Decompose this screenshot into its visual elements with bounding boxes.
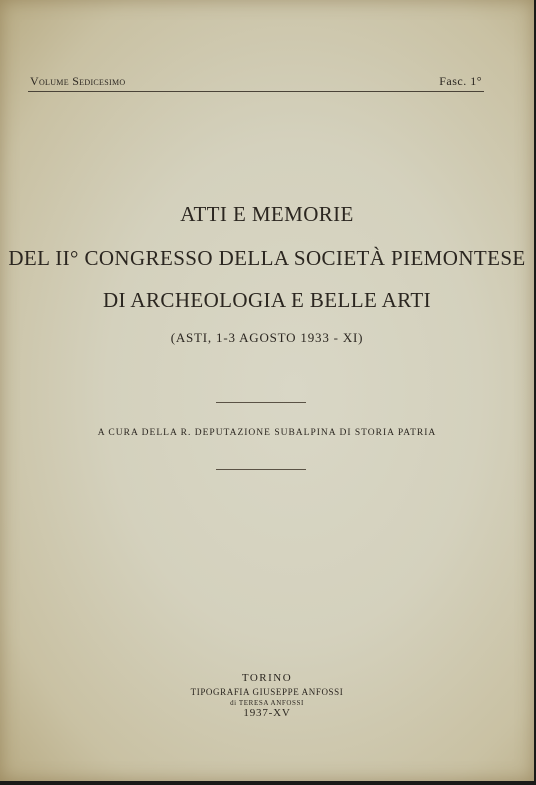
title-line-3: DI ARCHEOLOGIA E BELLE ARTI [102, 288, 431, 312]
divider-upper [216, 402, 306, 403]
imprint-owner: di TERESA ANFOSSI [230, 699, 304, 707]
scan-edge-bottom [0, 781, 536, 785]
editor-credit: A CURA DELLA R. DEPUTAZIONE SUBALPINA DI STORIA PATRIA [97, 428, 437, 438]
imprint-printer: TIPOGRAFIA GIUSEPPE ANFOSSI [190, 687, 344, 697]
title-line-1: ATTI E MEMORIE [180, 202, 354, 226]
imprint-year: 1937-XV [243, 707, 291, 719]
cover-header [30, 74, 482, 90]
congress-dates: (ASTI, 1-3 AGOSTO 1933 - XI) [170, 330, 364, 345]
fascicle-label: Fasc. 1° [439, 74, 482, 88]
imprint-city: TORINO [241, 672, 293, 684]
volume-label: Volume Sedicesimo [30, 74, 126, 88]
header-divider [28, 91, 484, 92]
title-line-2: DEL II° CONGRESSO DELLA SOCIETÀ PIEMONTESE [8, 246, 526, 270]
divider-lower [216, 469, 306, 470]
